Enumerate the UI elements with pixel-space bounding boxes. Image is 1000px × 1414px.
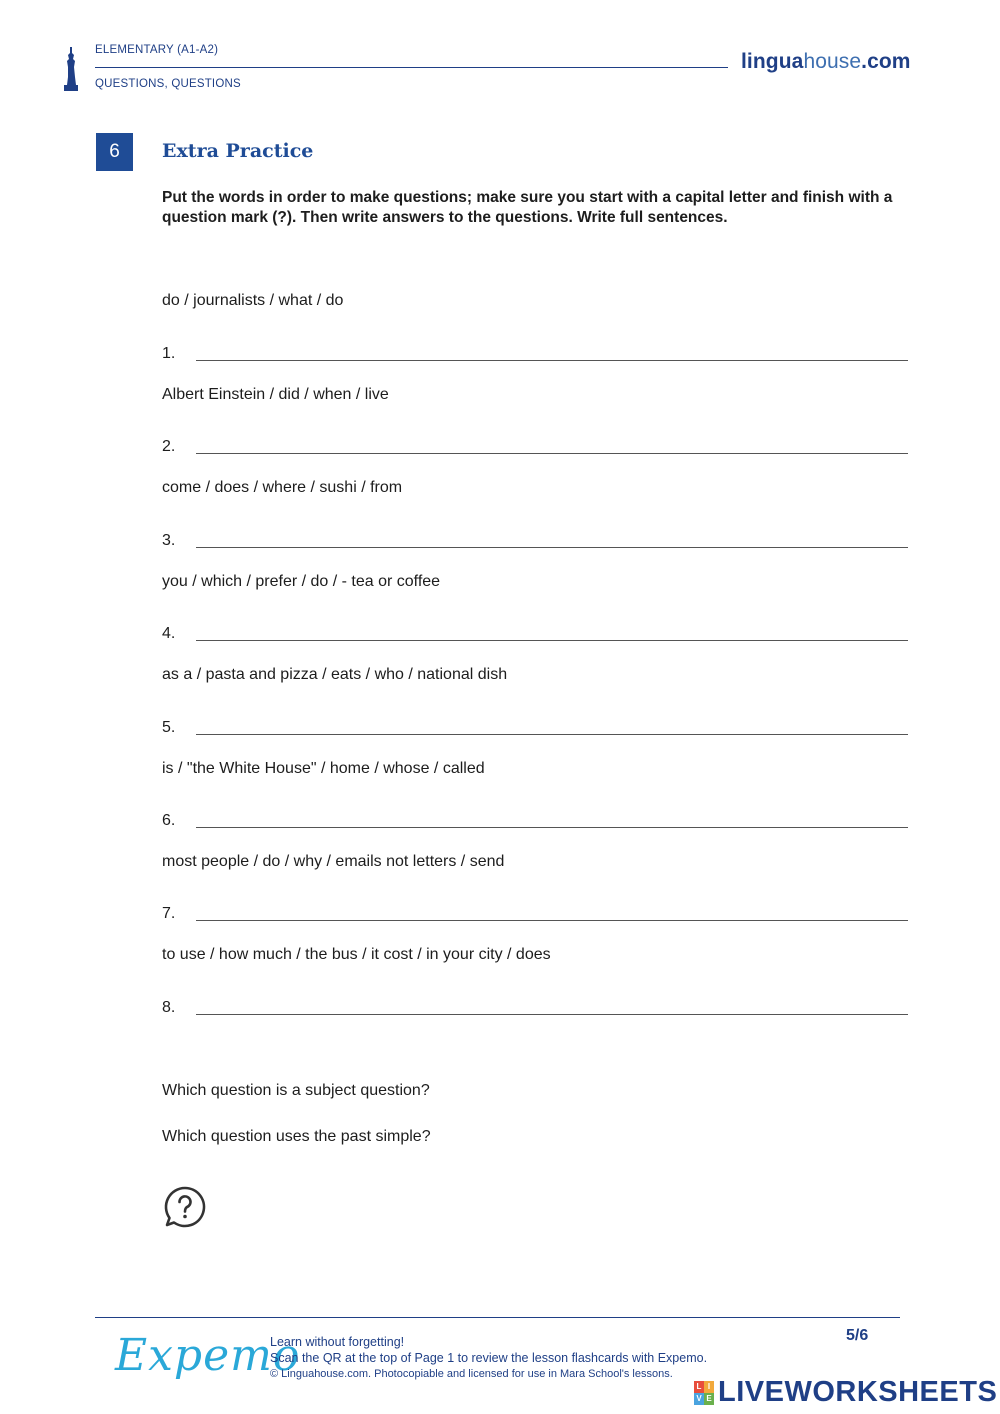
- item-number: 6.: [162, 812, 176, 829]
- followup-question: Which question is a subject question?: [162, 1082, 430, 1099]
- item-number: 2.: [162, 438, 176, 455]
- footer-divider: [95, 1317, 900, 1318]
- header-divider: [95, 67, 728, 68]
- answer-line[interactable]: [196, 920, 908, 921]
- word-prompt: most people / do / why / emails not letters / send: [162, 853, 505, 870]
- section-number-badge: 6: [96, 133, 133, 171]
- expemo-logo[interactable]: Expemo: [115, 1330, 301, 1381]
- item-number: 5.: [162, 719, 176, 736]
- item-number: 3.: [162, 532, 176, 549]
- answer-line[interactable]: [196, 547, 908, 548]
- footer-tagline: Learn without forgetting!: [270, 1335, 405, 1349]
- logo-part-light: house: [803, 50, 862, 73]
- item-number: 8.: [162, 999, 176, 1016]
- page-number: 5/6: [846, 1327, 869, 1344]
- item-number: 7.: [162, 905, 176, 922]
- liveworksheets-watermark: [694, 1376, 997, 1409]
- answer-line[interactable]: [196, 640, 908, 641]
- logo-part-bold: lingua: [741, 50, 804, 73]
- course-level: ELEMENTARY (A1-A2): [95, 44, 219, 56]
- word-prompt: do / journalists / what / do: [162, 292, 344, 309]
- followup-question: Which question uses the past simple?: [162, 1128, 431, 1145]
- item-number: 1.: [162, 345, 176, 362]
- answer-line[interactable]: [196, 1014, 908, 1015]
- question-bubble-icon: [163, 1185, 207, 1229]
- answer-line[interactable]: [196, 827, 908, 828]
- lesson-topic: QUESTIONS, QUESTIONS: [95, 78, 241, 90]
- word-prompt: Albert Einstein / did / when / live: [162, 386, 389, 403]
- answer-line[interactable]: [196, 360, 908, 361]
- answer-line[interactable]: [196, 453, 908, 454]
- exercise-instructions: Put the words in order to make questions; make sure you start with a capital letter and finish with a question mark (?). Then write answers to the questions. Write full sentences.: [162, 189, 893, 226]
- word-prompt: to use / how much / the bus / it cost / in your city / does: [162, 946, 551, 963]
- statue-of-liberty-icon: [62, 47, 80, 91]
- word-prompt: you / which / prefer / do / - tea or coffee: [162, 573, 441, 590]
- word-prompt: as a / pasta and pizza / eats / who / national dish: [162, 666, 508, 683]
- section-title: Extra Practice: [162, 140, 314, 162]
- word-prompt: come / does / where / sushi / from: [162, 479, 403, 496]
- liveworksheets-icon: L I V E: [694, 1381, 714, 1405]
- word-prompt: is / "the White House" / home / whose / called: [162, 760, 485, 777]
- logo-part-suffix: .com: [861, 50, 911, 73]
- item-number: 4.: [162, 625, 176, 642]
- linguahouse-logo[interactable]: [741, 50, 911, 74]
- footer-copyright: © Linguahouse.com. Photocopiable and licensed for use in Mara School's lessons.: [270, 1368, 673, 1380]
- answer-line[interactable]: [196, 734, 908, 735]
- liveworksheets-text: LIVEWORKSHEETS: [718, 1376, 998, 1408]
- footer-scan-note: Scan the QR at the top of Page 1 to review the lesson flashcards with Expemo.: [270, 1351, 708, 1365]
